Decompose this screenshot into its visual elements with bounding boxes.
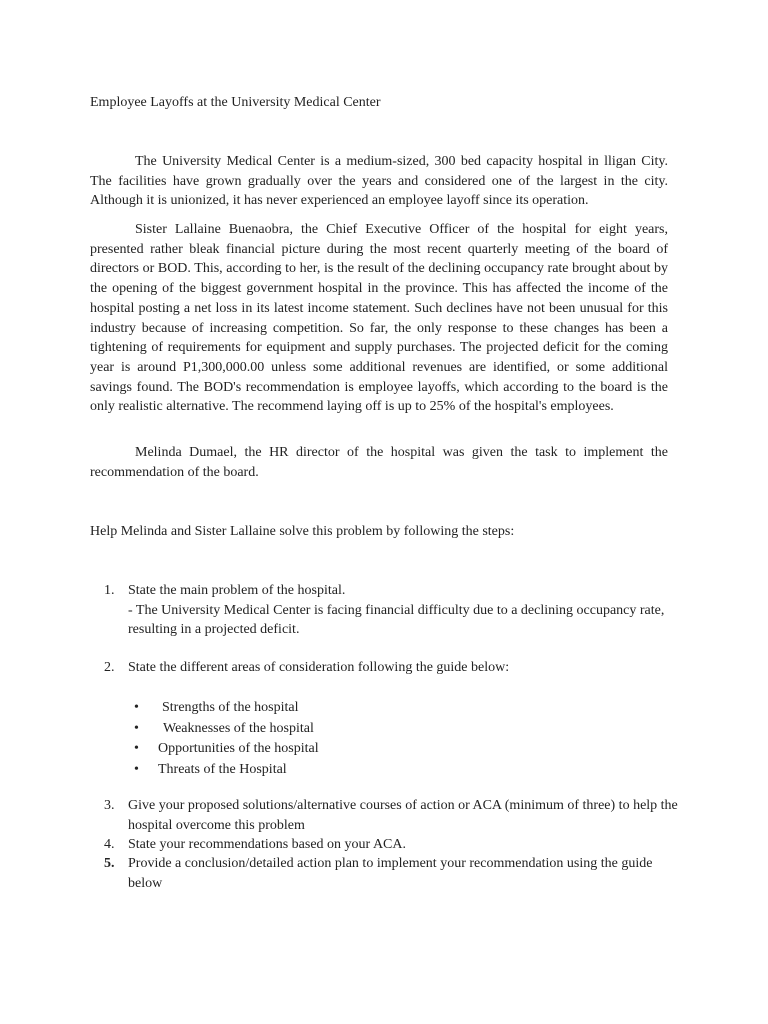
step-1 — [90, 581, 680, 640]
step-2 — [90, 658, 680, 678]
step-number: 3. — [104, 798, 115, 813]
paragraph-ceo-report-text: Sister Lallaine Buenaobra, the Chief Executive Officer of the hospital for eight years, presented rather bleak financial picture during the most recent quarterly meeting of the board of directors or BOD. This, according to her, is the result of the declining occupancy rate brought about by the opening of the biggest government hospital in the province. This has affected the income of the hospital posting a net loss in its latest income statement. Such declines have not been unusual for this industry because of increasing competition. So far, the only response to these changes has been a tightening of requirements for equipment and supply purchases. The projected deficit for the coming year is around P1,300,000.00 unless some additional revenues are identified, or some additional savings found. The BOD's recommendation is employee layoffs, which according to the board is the only realistic alternative. The recommend laying off is up to 25% of the hospital's employees. — [90, 222, 668, 415]
step-text: State your recommendations based on your ACA. — [128, 837, 407, 852]
paragraph-ceo-report — [90, 220, 668, 417]
step-text: State the different areas of consideration following the guide below: — [128, 660, 510, 675]
step-number: 5. — [104, 856, 115, 871]
paragraph-hr-task-text: Melinda Dumael, the HR director of the hospital was given the task to implement the recommendation of the board. — [90, 445, 668, 480]
list-item-text: Weaknesses of the hospital — [163, 720, 314, 736]
step-text: Provide a conclusion/detailed action plan to implement your recommendation using the guide below — [128, 856, 653, 891]
paragraph-intro — [90, 152, 668, 211]
step-text: Give your proposed solutions/alternative courses of action or ACA (minimum of three) to help the hospital overcome this problem — [128, 798, 678, 833]
bullet-icon: • — [134, 700, 139, 715]
list-item-text: Threats of the Hospital — [158, 761, 287, 777]
step-answer: - The University Medical Center is facing financial difficulty due to a declining occupancy rate, resulting in a projected deficit. — [128, 602, 665, 638]
step-5 — [90, 854, 680, 893]
step-4 — [90, 835, 680, 855]
paragraph-intro-text: The University Medical Center is a medium-sized, 300 bed capacity hospital in lligan City. The facilities have grown gradually over the years and considered one of the largest in the city. Although it is unionized, it has never experienced an employee layoff since its operation. — [90, 154, 668, 209]
bullet-icon: • — [134, 761, 139, 777]
step-number: 1. — [104, 583, 115, 598]
instruction-line: Help Melinda and Sister Lallaine solve this problem by following the steps: — [90, 524, 515, 539]
document-title: Employee Layoffs at the University Medical Center — [90, 95, 381, 110]
step-number: 2. — [104, 660, 115, 675]
list-item-text: Strengths of the hospital — [162, 700, 299, 715]
bullet-icon: • — [134, 741, 139, 756]
step-number: 4. — [104, 837, 115, 852]
paragraph-hr-task — [90, 443, 668, 482]
list-item-text: Opportunities of the hospital — [158, 741, 319, 756]
bullet-icon: • — [134, 720, 139, 736]
step-3 — [90, 796, 680, 835]
step-text: State the main problem of the hospital. — [128, 583, 346, 598]
